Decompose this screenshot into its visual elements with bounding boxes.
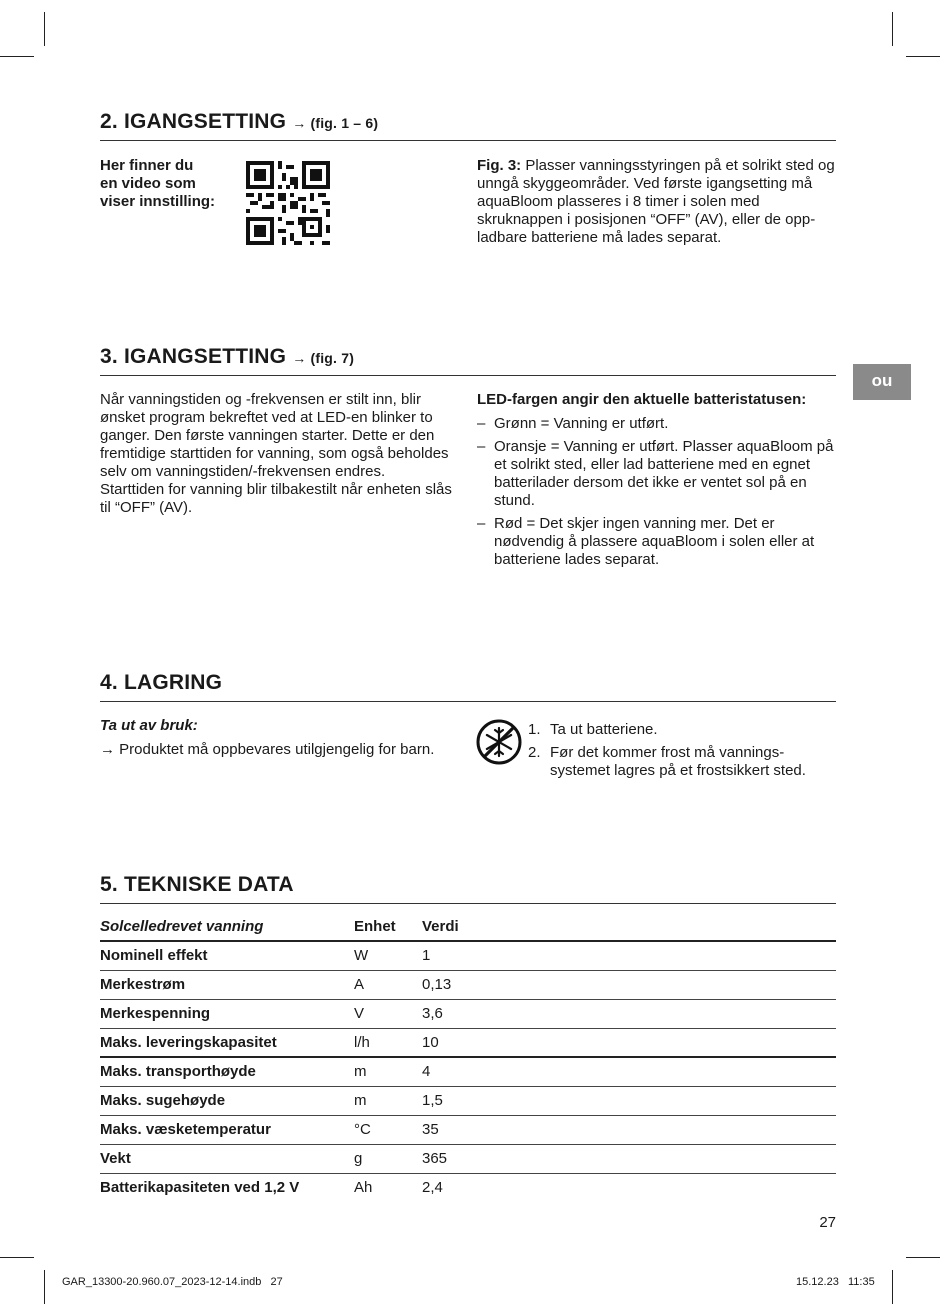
- frost-icon: [475, 718, 523, 766]
- list-item: [528, 744, 828, 780]
- table-row: [100, 941, 836, 970]
- storage-steps: [528, 721, 828, 785]
- list-item: [477, 415, 835, 433]
- qr-code[interactable]: [246, 161, 330, 245]
- table-cell: 2,4: [422, 1179, 443, 1197]
- table-cell: m: [354, 1057, 422, 1086]
- video-note-line: Her finner du: [100, 157, 194, 174]
- list-item: [477, 515, 835, 569]
- section-2-ref: → (fig. 1 – 6): [292, 115, 379, 131]
- table-row: [100, 970, 836, 999]
- table-row: [100, 1173, 836, 1202]
- footer-datetime: 15.12.23 11:35: [796, 1276, 875, 1288]
- language-tab: [853, 364, 911, 400]
- table-row: [100, 1057, 836, 1086]
- section-2-title: 2. IGANGSETTING: [100, 110, 287, 133]
- table-cell: Merkespenning: [100, 999, 354, 1028]
- list-item-text: Rød = Det skjer ingen vanning mer. Det er nødvendig å plassere aquaBloom i solen eller at batteriene lades separat.: [494, 515, 815, 568]
- crop-mark: [906, 56, 940, 57]
- table-cell: Vekt: [100, 1144, 354, 1173]
- section-4-heading: [100, 671, 836, 702]
- section-3-ref: → (fig. 7): [292, 350, 355, 366]
- table-row: [100, 1028, 836, 1057]
- table-cell: Maks. transporthøyde: [100, 1057, 354, 1086]
- list-marker: 1.: [528, 721, 541, 738]
- crop-mark: [44, 1270, 45, 1304]
- fig-3-label: Fig. 3:: [477, 157, 522, 174]
- table-row: [100, 1115, 836, 1144]
- section-4-title: 4. LAGRING: [100, 671, 223, 694]
- list-item-text: Før det kommer frost må vanningssystemet lagres på et frostsikkert sted.: [550, 744, 806, 779]
- table-row: [100, 999, 836, 1028]
- crop-mark: [0, 56, 34, 57]
- table-cell: Maks. sugehøyde: [100, 1086, 354, 1115]
- column-header: Solcelledrevet vanning: [100, 912, 354, 941]
- led-status: [477, 391, 835, 574]
- led-status-list: [477, 415, 835, 569]
- list-item-text: Ta ut batteriene.: [550, 721, 658, 738]
- technical-data-table: [100, 912, 836, 1202]
- table-header-row: [100, 912, 836, 941]
- table-cell: 10: [422, 1028, 836, 1057]
- list-item-text: Oransje = Vanning er utført. Plasser aquaBloom på et solrikt sted, eller lad batteriene med en egnet batterilader dersom det ikke er ventet sol på en stund.: [494, 438, 834, 509]
- table-cell: 35: [422, 1115, 836, 1144]
- page-number: 27: [819, 1214, 836, 1231]
- table-cell: W: [354, 941, 422, 970]
- crop-mark: [906, 1257, 940, 1258]
- section-2-heading: [100, 110, 836, 141]
- fig-3-body: Plasser vanningsstyringen på et solrikt sted og unngå skyggeområder. Ved første igangsetting må aquaBloom plasseres i 8 timer i solen med skruknappen i posisjonen “OFF” (AV), eller de oppladbare batteriene må lades separat.: [477, 157, 835, 246]
- table-cell: m: [354, 1086, 422, 1115]
- language-code: no: [871, 373, 893, 392]
- led-status-heading: LED-fargen angir den aktuelle batteristatusen:: [477, 391, 807, 408]
- table-cell: A: [354, 970, 422, 999]
- table-row: [100, 1144, 836, 1173]
- section-3-heading: [100, 345, 836, 376]
- list-marker: –: [477, 438, 486, 455]
- list-marker: –: [477, 515, 486, 532]
- footer-file-info: GAR_13300-20.960.07_2023-12-14.indb 27: [62, 1276, 283, 1288]
- table-cell: Nominell effekt: [100, 941, 354, 970]
- crop-mark: [892, 1270, 893, 1304]
- list-item-text: Grønn = Vanning er utført.: [494, 415, 669, 432]
- video-note-line: viser innstilling:: [100, 193, 216, 210]
- table-cell: l/h: [354, 1028, 422, 1057]
- storage-subheading: Ta ut av bruk:: [100, 717, 198, 734]
- list-marker: 2.: [528, 744, 541, 761]
- fig-3-text: [477, 157, 837, 247]
- crop-mark: [0, 1257, 34, 1258]
- table-cell: 3,6: [422, 999, 836, 1028]
- list-item: [477, 438, 835, 510]
- video-note: [100, 157, 235, 211]
- table-cell: Maks. leveringskapasitet: [100, 1028, 354, 1057]
- table-cell: Ah: [354, 1179, 373, 1197]
- storage-warning: → Produktet må oppbevares utilgjengelig for barn.: [100, 741, 435, 758]
- table-cell: Merkestrøm: [100, 970, 354, 999]
- table-cell: 1,5: [422, 1086, 836, 1115]
- table-row: [100, 1086, 836, 1115]
- programming-text: Når vanningstiden og -frekvensen er stilt inn, blir ønsket program bekreftet ved at LED-en blinker to ganger. Den første vanningen starter. Dette er den fremtidige starttiden for vanning, som også beholdes selv om vanningstiden/-frekvensen endres. Starttiden for vanning blir tilbakestilt når enheten slås til “OFF” (AV).: [100, 391, 452, 516]
- section-5-heading: [100, 873, 836, 904]
- section-3-title: 3. IGANGSETTING: [100, 345, 287, 368]
- crop-mark: [892, 12, 893, 46]
- storage-step-list: [528, 721, 828, 780]
- table-cell: Batterikapasiteten ved 1,2 V: [100, 1179, 300, 1197]
- section-5-title: 5. TEKNISKE DATA: [100, 873, 294, 896]
- list-marker: –: [477, 415, 486, 432]
- column-header: Enhet: [354, 912, 422, 941]
- column-header: Verdi: [422, 912, 836, 941]
- table-cell: 4: [422, 1057, 836, 1086]
- video-note-line: en video som: [100, 175, 196, 192]
- table-cell: Maks. væsketemperatur: [100, 1115, 354, 1144]
- table-cell: g: [354, 1144, 422, 1173]
- table-cell: V: [354, 999, 422, 1028]
- table-cell: 365: [422, 1144, 836, 1173]
- table-cell: 1: [422, 941, 836, 970]
- crop-mark: [44, 12, 45, 46]
- table-cell: 0,13: [422, 970, 836, 999]
- table-cell: °C: [354, 1115, 422, 1144]
- list-item: [528, 721, 828, 739]
